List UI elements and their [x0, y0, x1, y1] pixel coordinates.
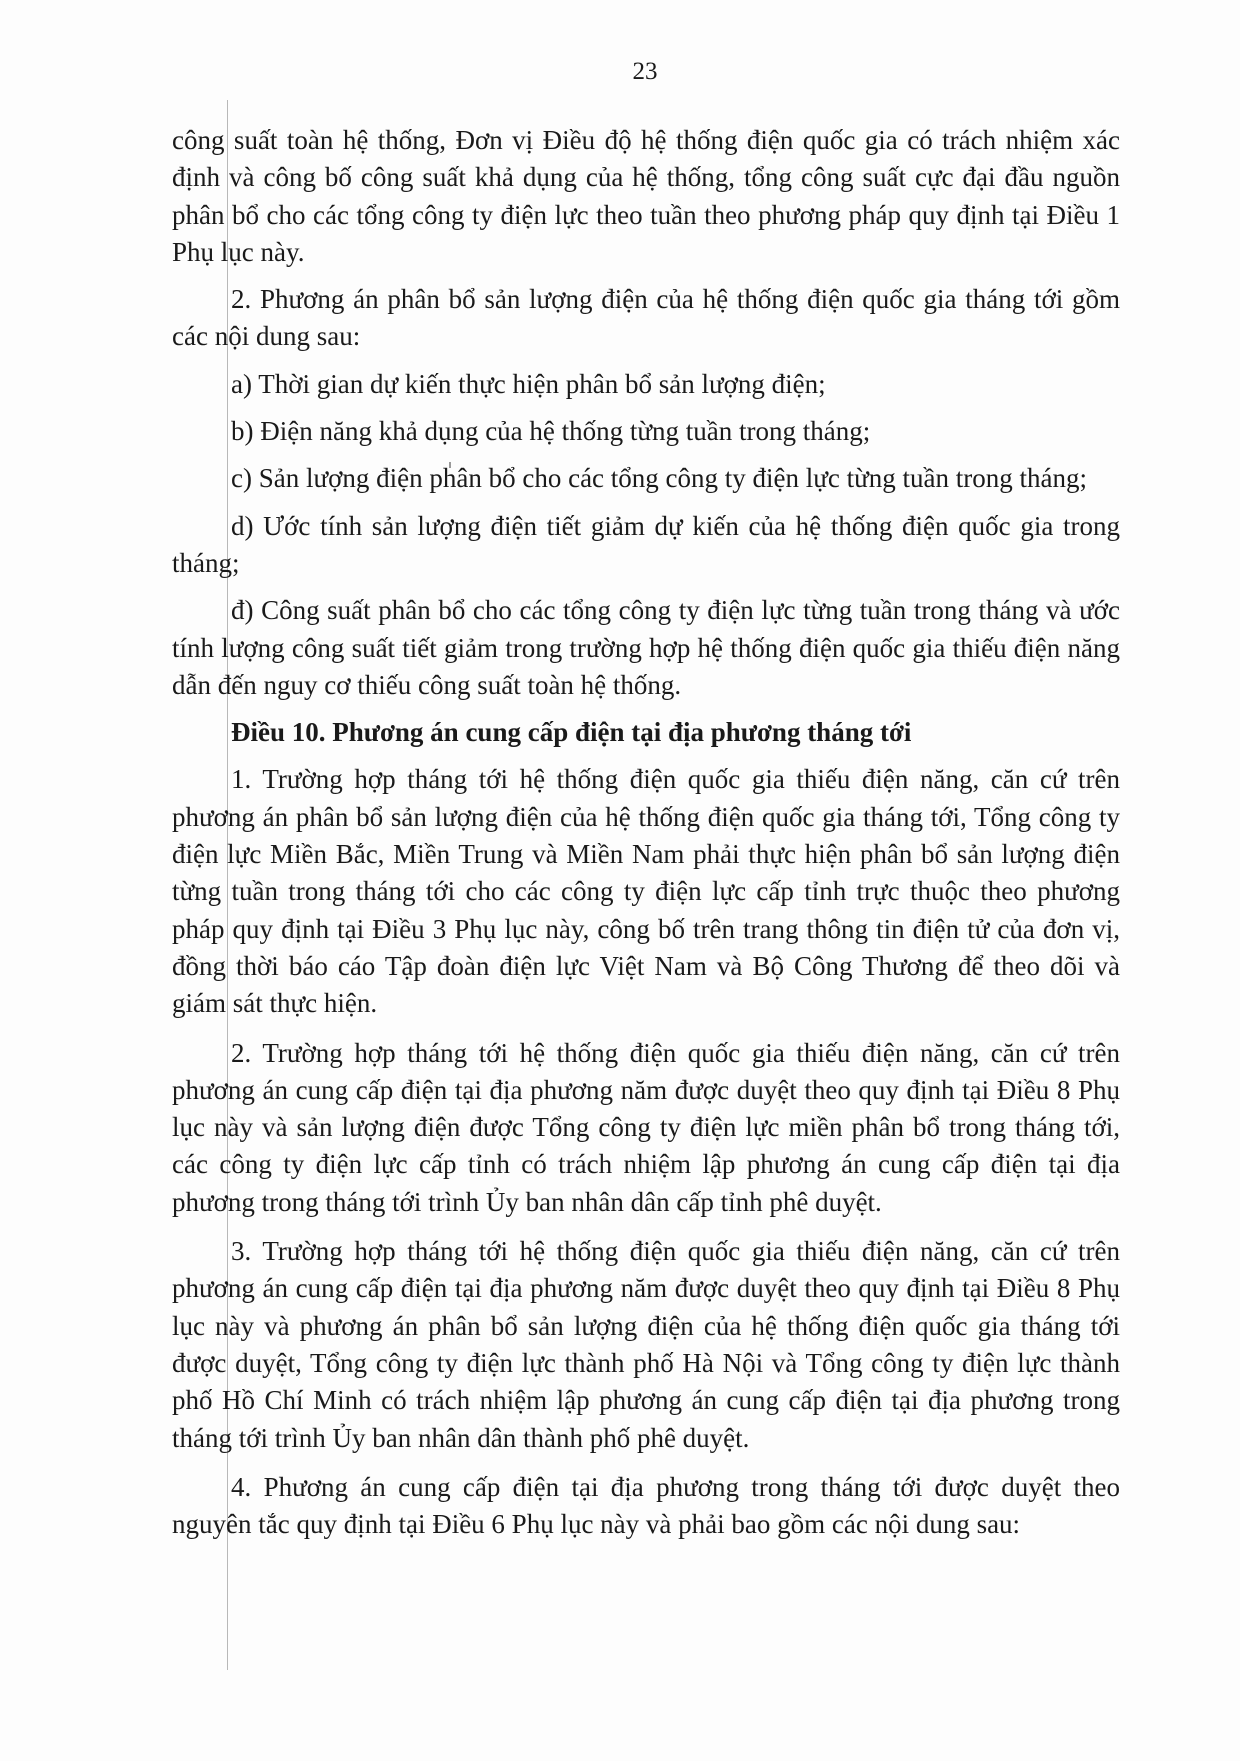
list-item-d: d) Ước tính sản lượng điện tiết giảm dự kiến của hệ thống điện quốc gia trong tháng; [172, 510, 1120, 578]
page-number: 23 [632, 58, 658, 85]
article-10-clause-2: 2. Trường hợp tháng tới hệ thống điện quốc gia thiếu điện năng, căn cứ trên phương án cung cấp điện tại địa phương năm được duyệt theo quy định tại Điều 8 Phụ lục này và sản lượng điện được Tổng công ty điện lực miền phân bổ trong tháng tới, các công ty điện lực cấp tỉnh có trách nhiệm lập phương án cung cấp điện tại địa phương trong tháng tới trình Ủy ban nhân dân cấp tỉnh phê duyệt. [172, 1037, 1120, 1217]
article-10-clause-3: 3. Trường hợp tháng tới hệ thống điện quốc gia thiếu điện năng, căn cứ trên phương án cung cấp điện tại địa phương năm được duyệt theo quy định tại Điều 8 Phụ lục này và phương án phân bổ sản lượng điện của hệ thống điện quốc gia tháng tới được duyệt, Tổng công ty điện lực thành phố Hà Nội và Tổng công ty điện lực thành phố Hồ Chí Minh có trách nhiệm lập phương án cung cấp điện tại địa phương trong tháng tới trình Ủy ban nhân dân thành phố phê duyệt. [172, 1236, 1120, 1453]
article-10-clause-4: 4. Phương án cung cấp điện tại địa phương trong tháng tới được duyệt theo nguyên tắc quy định tại Điều 6 Phụ lục này và phải bao gồm các nội dung sau: [172, 1471, 1120, 1540]
list-item-dd: đ) Công suất phân bổ cho các tổng công ty điện lực từng tuần trong tháng và ước tính lượng công suất tiết giảm trong trường hợp hệ thống điện quốc gia thiếu điện năng dẫn đến nguy cơ thiếu công suất toàn hệ thống. [172, 595, 1120, 700]
document-body [172, 122, 1120, 1543]
article-10-clause-1: 1. Trường hợp tháng tới hệ thống điện quốc gia thiếu điện năng, căn cứ trên phương án phân bổ sản lượng điện của hệ thống điện quốc gia tháng tới, Tổng công ty điện lực Miền Bắc, Miền Trung và Miền Nam phải thực hiện phân bổ sản lượng điện từng tuần trong tháng tới cho các công ty điện lực cấp tỉnh trực thuộc theo phương pháp quy định tại Điều 3 Phụ lục này, công bố trên trang thông tin điện tử của đơn vị, đồng thời báo cáo Tập đoàn điện lực Việt Nam và Bộ Công Thương để theo dõi và giám sát thực hiện. [172, 764, 1120, 1019]
list-item-b: b) Điện năng khả dụng của hệ thống từng tuần trong tháng; [231, 416, 871, 447]
list-item-a: a) Thời gian dự kiến thực hiện phân bổ sản lượng điện; [231, 368, 826, 399]
paragraph-continuation: công suất toàn hệ thống, Đơn vị Điều độ hệ thống điện quốc gia có trách nhiệm xác định và công bố công suất khả dụng của hệ thống, tổng công suất cực đại đầu nguồn phân bổ cho các tổng công ty điện lực theo tuần theo phương pháp quy định tại Điều 1 Phụ lục này. [172, 125, 1120, 267]
list-item-c: c) Sản lượng điện phân bổ cho các tổng công ty điện lực từng tuần trong tháng; [231, 463, 1087, 494]
article-10-heading: Điều 10. Phương án cung cấp điện tại địa phương tháng tới [231, 717, 912, 748]
paragraph-clause-2: 2. Phương án phân bổ sản lượng điện của hệ thống điện quốc gia tháng tới gồm các nội dung sau: [172, 284, 1120, 352]
